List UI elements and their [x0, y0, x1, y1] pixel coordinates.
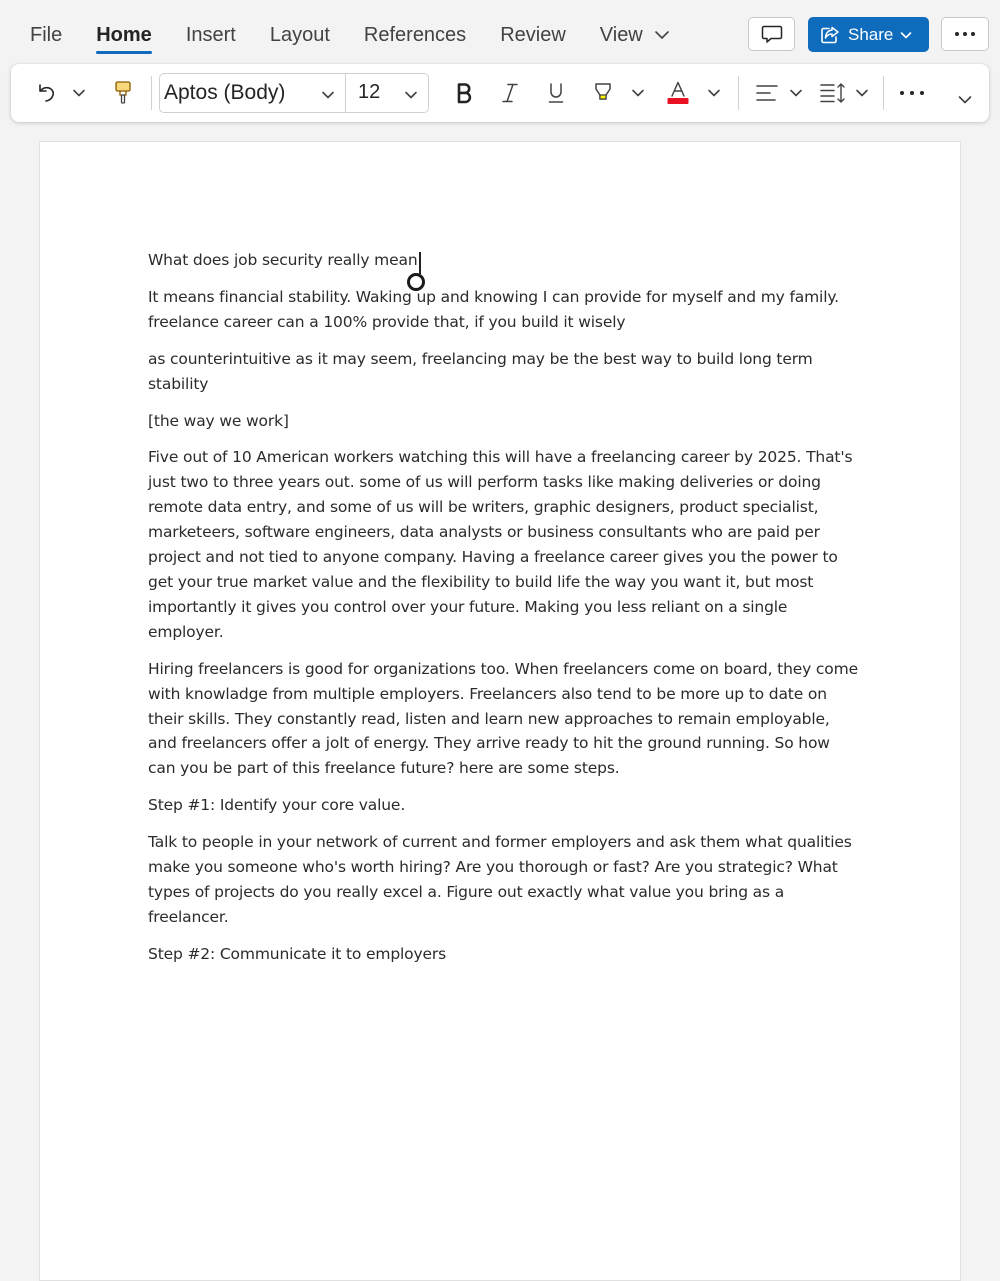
share-button[interactable]	[808, 17, 929, 52]
line-spacing-button[interactable]	[817, 78, 849, 108]
comments-button[interactable]	[748, 17, 795, 51]
highlight-dropdown[interactable]	[628, 83, 648, 103]
format-painter-icon	[113, 80, 133, 106]
paragraph[interactable]: Hiring freelancers is good for organizations too. When freelancers come on board, they come with knowladge from multiple employers. Freelancers also tend to be more up to date on their skills. They constantly read, listen and learn new approaches to remain employable, and freelancers offer a jolt of energy. They arrive ready to hit the ground running. So how can you be part of this freelance future? here are some steps.	[148, 659, 858, 778]
font-controls	[159, 73, 429, 113]
ribbon-collapse-button[interactable]	[953, 88, 977, 112]
chevron-down-icon	[71, 85, 87, 101]
tab-layout[interactable]: Layout	[269, 24, 330, 46]
font-size-value: 12	[358, 81, 381, 103]
paragraph[interactable]: Five out of 10 American workers watching this will have a freelancing career by 2025. That's just two to three years out. some of us will perform tasks like making deliveries or doing remote data entry, and some of us will be writers, graphic designers, product specialist, marketeers, software engineers, data analysts or business consultants who are paid per project and not tied to anyone company. Having a freelance career gives you the power to get your true market value and the flexibility to build life the way you want it, but most importantly it gives you control over your future. Making you less reliant on a single employer.	[148, 448, 853, 641]
document-page[interactable]	[39, 141, 961, 1281]
toolbar-divider	[883, 76, 884, 110]
format-painter-button[interactable]	[109, 78, 137, 108]
align-dropdown[interactable]	[786, 83, 806, 103]
menu-bar	[0, 0, 1000, 66]
paragraph[interactable]: Step #2: Communicate it to employers	[148, 944, 447, 963]
font-name-value: Aptos (Body)	[164, 81, 286, 104]
share-icon	[820, 26, 840, 44]
line-spacing-dropdown[interactable]	[852, 83, 872, 103]
paragraph[interactable]: What does job security really mean	[148, 251, 418, 269]
font-color-dropdown[interactable]	[704, 83, 724, 103]
paragraph[interactable]: as counterintuitive as it may seem, freelancing may be the best way to build long term stability	[148, 349, 813, 393]
tab-view[interactable]: View	[599, 24, 643, 46]
share-chevron-down-icon	[899, 28, 913, 42]
toolbar-divider	[151, 76, 152, 110]
document-body[interactable]	[148, 248, 858, 979]
underline-button[interactable]	[541, 78, 571, 108]
more-commands-button[interactable]	[896, 83, 928, 103]
line-spacing-icon	[819, 81, 847, 105]
comment-icon	[761, 24, 783, 44]
italic-button[interactable]	[495, 78, 525, 108]
ribbon-toolbar	[11, 64, 989, 122]
font-color-button[interactable]	[663, 78, 693, 108]
paragraph[interactable]: [the way we work]	[148, 411, 289, 430]
undo-dropdown[interactable]	[69, 83, 89, 103]
underline-icon	[546, 82, 566, 104]
menu-tabs	[30, 20, 677, 54]
more-horizontal-icon	[954, 31, 976, 37]
chevron-down-icon	[788, 85, 804, 101]
font-color-icon	[666, 80, 690, 106]
more-options-button[interactable]	[941, 17, 989, 51]
align-left-icon	[755, 82, 779, 104]
tab-review[interactable]: Review	[500, 24, 566, 46]
more-tabs-chevron-down-icon[interactable]	[652, 25, 672, 45]
paragraph[interactable]: Talk to people in your network of current and former employers and ask them what qualities make you someone who's worth hiring? Are you thorough or fast? Are you strategic? What types of projects do you really excel a. Figure out exactly what value you bring as a freelancer.	[148, 833, 852, 926]
font-name-dropdown[interactable]	[160, 74, 344, 112]
tab-home[interactable]: Home	[96, 20, 152, 54]
chevron-down-icon	[403, 87, 419, 103]
paragraph[interactable]: Step #1: Identify your core value.	[148, 796, 406, 815]
align-button[interactable]	[752, 78, 782, 108]
toolbar-divider	[738, 76, 739, 110]
share-label: Share	[848, 24, 894, 44]
tab-insert[interactable]: Insert	[185, 24, 236, 46]
undo-icon	[34, 81, 58, 105]
chevron-down-icon	[706, 85, 722, 101]
font-size-dropdown[interactable]	[346, 74, 428, 112]
highlight-button[interactable]	[588, 78, 618, 108]
chevron-down-icon	[320, 87, 336, 103]
italic-icon	[500, 82, 520, 104]
tab-references[interactable]: References	[363, 24, 467, 46]
more-horizontal-icon	[899, 90, 925, 96]
highlighter-icon	[591, 81, 615, 105]
bold-button[interactable]	[449, 78, 479, 108]
paragraph[interactable]: It means financial stability. Waking up and knowing I can provide for myself and my family. freelance career can a 100% provide that, if you build it wisely	[148, 287, 839, 331]
bold-icon	[455, 82, 473, 104]
tab-file[interactable]: File	[30, 24, 63, 46]
text-caret	[419, 252, 421, 274]
chevron-down-icon	[630, 85, 646, 101]
chevron-down-icon	[956, 91, 974, 109]
selection-handle[interactable]	[407, 273, 425, 291]
undo-button[interactable]	[31, 78, 61, 108]
chevron-down-icon	[854, 85, 870, 101]
